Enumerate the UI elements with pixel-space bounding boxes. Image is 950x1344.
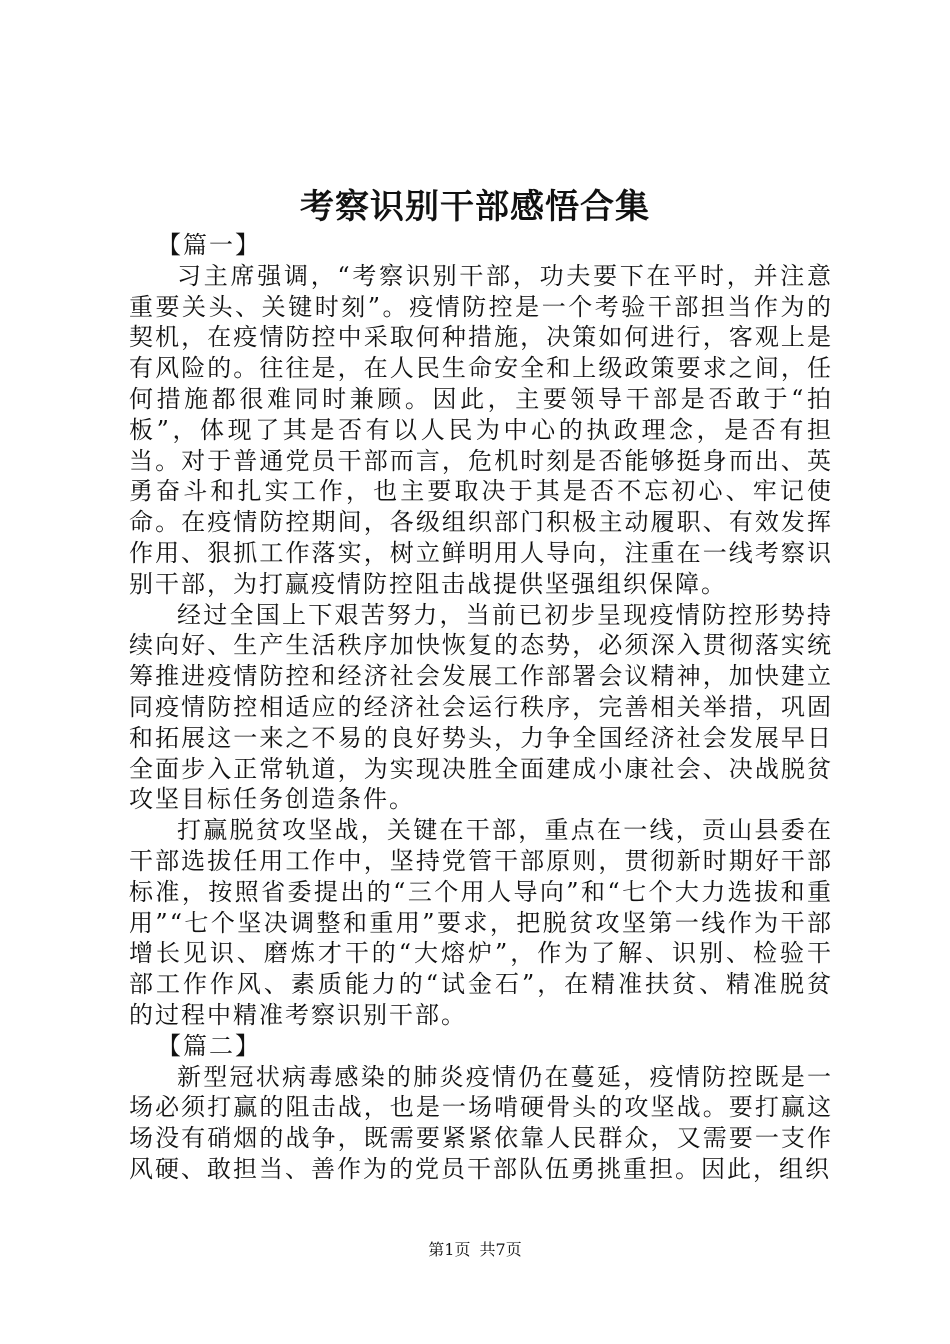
- section-heading: 【篇二】: [157, 1031, 261, 1060]
- page-total: 共7页: [479, 1240, 522, 1259]
- paragraph: 习主席强调，“考察识别干部，功夫要下在平时，并注意重要关头、关键时刻”。疫情防控是一个考验干部担当作为的契机，在疫情防控中采取何种措施，决策如何进行，客观上是有风险的。往往是，在人民生命安全和上级政策要求之间，任何措施都很难同时兼顾。因此，主要领导干部是否敢于“拍板”，体现了其是否有以人民为中心的执政理念，是否有担当。对于普通党员干部而言，危机时刻是否能够挺身而出、英勇奋斗和扎实工作，也主要取决于其是否不忘初心、牢记使命。在疫情防控期间，各级组织部门积极主动履职、有效发挥作用、狠抓工作落实，树立鲜明用人导向，注重在一线考察识别干部，为打赢疫情防控阻击战提供坚强组织保障。: [129, 261, 833, 598]
- paragraph: 经过全国上下艰苦努力，当前已初步呈现疫情防控形势持续向好、生产生活秩序加快恢复的态势，必须深入贯彻落实统筹推进疫情防控和经济社会发展工作部署会议精神，加快建立同疫情防控相适应的经济社会运行秩序，完善相关举措，巩固和拓展这一来之不易的良好势头，力争全国经济社会发展早日全面步入正常轨道，为实现决胜全面建成小康社会、决战脱贫攻坚目标任务创造条件。: [129, 600, 833, 814]
- section-heading: 【篇一】: [157, 231, 261, 259]
- paragraph: 打赢脱贫攻坚战，关键在干部，重点在一线，贡山县委在干部选拔任用工作中，坚持党管干部原则，贯彻新时期好干部标准，按照省委提出的“三个用人导向”和“七个大力选拔和重用”“七个坚决调整和重用”要求，把脱贫攻坚第一线作为干部增长见识、磨炼才干的“大熔炉”，作为了解、识别、检验干部工作作风、素质能力的“试金石”，在精准扶贫、精准脱贫的过程中精准考察识别干部。: [129, 816, 833, 1029]
- page-footer: [0, 1240, 950, 1260]
- paragraph: 新型冠状病毒感染的肺炎疫情仍在蔓延，疫情防控既是一场必须打赢的阻击战，也是一场啃硬骨头的攻坚战。要打赢这场没有硝烟的战争，既需要紧紧依靠人民群众，又需要一支作风硬、敢担当、善作为的党员干部队伍勇挑重担。因此，组织: [129, 1062, 833, 1183]
- page-number: 第1页: [428, 1240, 471, 1259]
- document-body: [129, 230, 833, 1185]
- document-title: 考察识别干部感悟合集: [300, 187, 650, 227]
